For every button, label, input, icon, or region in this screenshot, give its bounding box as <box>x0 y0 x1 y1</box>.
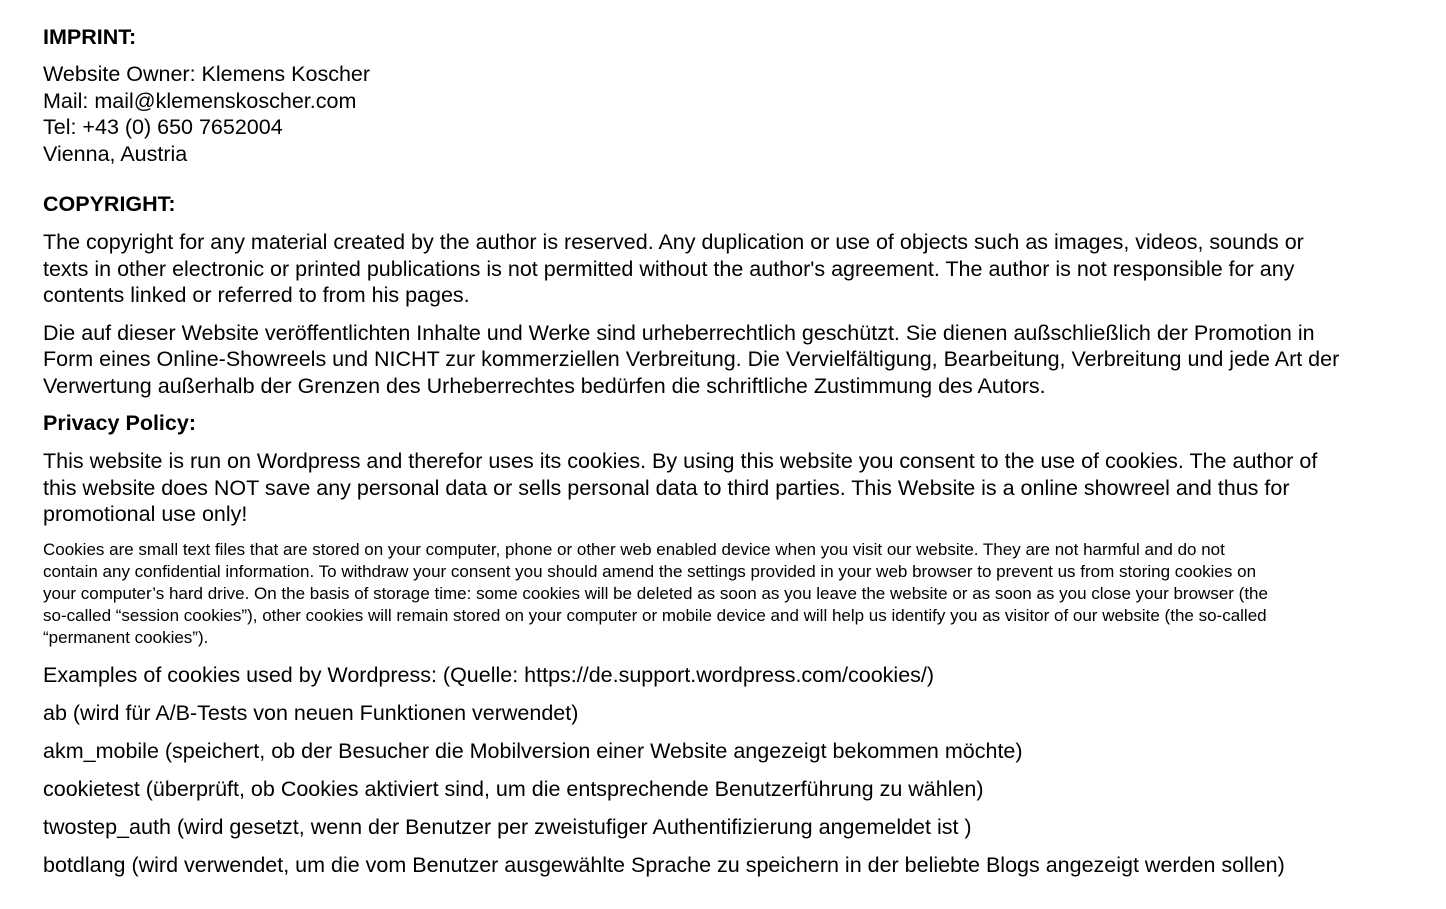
paragraph-line: The copyright for any material created by the author is reserved. Any duplication or use of objects such as images, videos, sounds or <box>43 230 1304 254</box>
paragraph-line: promotional use only! <box>43 502 248 526</box>
paragraph-line: this website does NOT save any personal data or sells personal data to third parties. This Website is a online showreel and thus for <box>43 475 1290 500</box>
copyright-german-paragraph <box>43 320 1426 400</box>
privacy-intro-paragraph <box>43 448 1426 528</box>
cookie-example-ab: ab (wird für A/B-Tests von neuen Funktionen verwendet) <box>43 700 579 725</box>
cookie-examples-intro: Examples of cookies used by Wordpress: (Quelle: https://de.support.wordpress.com/cookies/) <box>43 662 935 687</box>
owner-location-line: Vienna, Austria <box>43 141 188 166</box>
paragraph-line: contents linked or referred to from his pages. <box>43 283 470 307</box>
copyright-english-paragraph <box>43 229 1426 309</box>
paragraph-line: texts in other electronic or printed publications is not permitted without the author's agreement. The author is not responsible for any <box>43 256 1295 281</box>
paragraph-line: Form eines Online-Showreels und NICHT zur kommerziellen Verbreitung. Die Vervielfältigung, Bearbeitung, Verbreitung und jede Art der <box>43 347 1340 371</box>
imprint-heading: IMPRINT: <box>43 25 137 49</box>
cookie-example-twostep-auth: twostep_auth (wird gesetzt, wenn der Benutzer per zweistufiger Authentifizierung angemeldet ist ) <box>43 814 972 839</box>
paragraph-line: Die auf dieser Website veröffentlichten Inhalte und Werke sind urheberrechtlich geschützt. Sie dienen außschließlich der Promotion in <box>43 320 1315 345</box>
paragraph-line: your computer’s hard drive. On the basis of storage time: some cookies will be deleted as soon as you leave the website or as soon as you close your browser (the <box>43 583 1268 603</box>
paragraph-line: so-called “session cookies”), other cookies will remain stored on your computer or mobile device and will help us identify you as visitor of our website (the so-called <box>43 605 1267 625</box>
owner-mail-line: Mail: mail@klemenskoscher.com <box>43 88 357 113</box>
privacy-policy-heading: Privacy Policy: <box>43 411 196 435</box>
cookie-example-cookietest: cookietest (überprüft, ob Cookies aktiviert sind, um die entsprechende Benutzerführung zu wählen) <box>43 776 984 801</box>
owner-contact-block <box>43 61 1426 167</box>
cookie-example-botdlang: botdlang (wird verwendet, um die vom Benutzer ausgewählte Sprache zu speichern in der beliebte Blogs angezeigt werden sollen) <box>43 852 1285 877</box>
copyright-heading: COPYRIGHT: <box>43 192 176 216</box>
paragraph-line: This website is run on Wordpress and therefor uses its cookies. By using this website you consent to the use of cookies. The author of <box>43 449 1318 473</box>
paragraph-line: “permanent cookies”). <box>43 627 209 647</box>
cookies-info-paragraph <box>43 539 1426 649</box>
cookie-example-akm-mobile: akm_mobile (speichert, ob der Besucher die Mobilversion einer Website angezeigt bekommen möchte) <box>43 738 1023 763</box>
paragraph-line: Verwertung außerhalb der Grenzen des Urheberrechtes bedürfen die schriftliche Zustimmung des Autors. <box>43 373 1046 398</box>
paragraph-line: contain any confidential information. To withdraw your consent you should amend the settings provided in your web browser to prevent us from storing cookies on <box>43 561 1257 581</box>
paragraph-line: Cookies are small text files that are stored on your computer, phone or other web enabled device when you visit our website. They are not harmful and do not <box>43 539 1225 559</box>
owner-phone-line: Tel: +43 (0) 650 7652004 <box>43 115 283 139</box>
owner-name-line: Website Owner: Klemens Koscher <box>43 62 371 86</box>
